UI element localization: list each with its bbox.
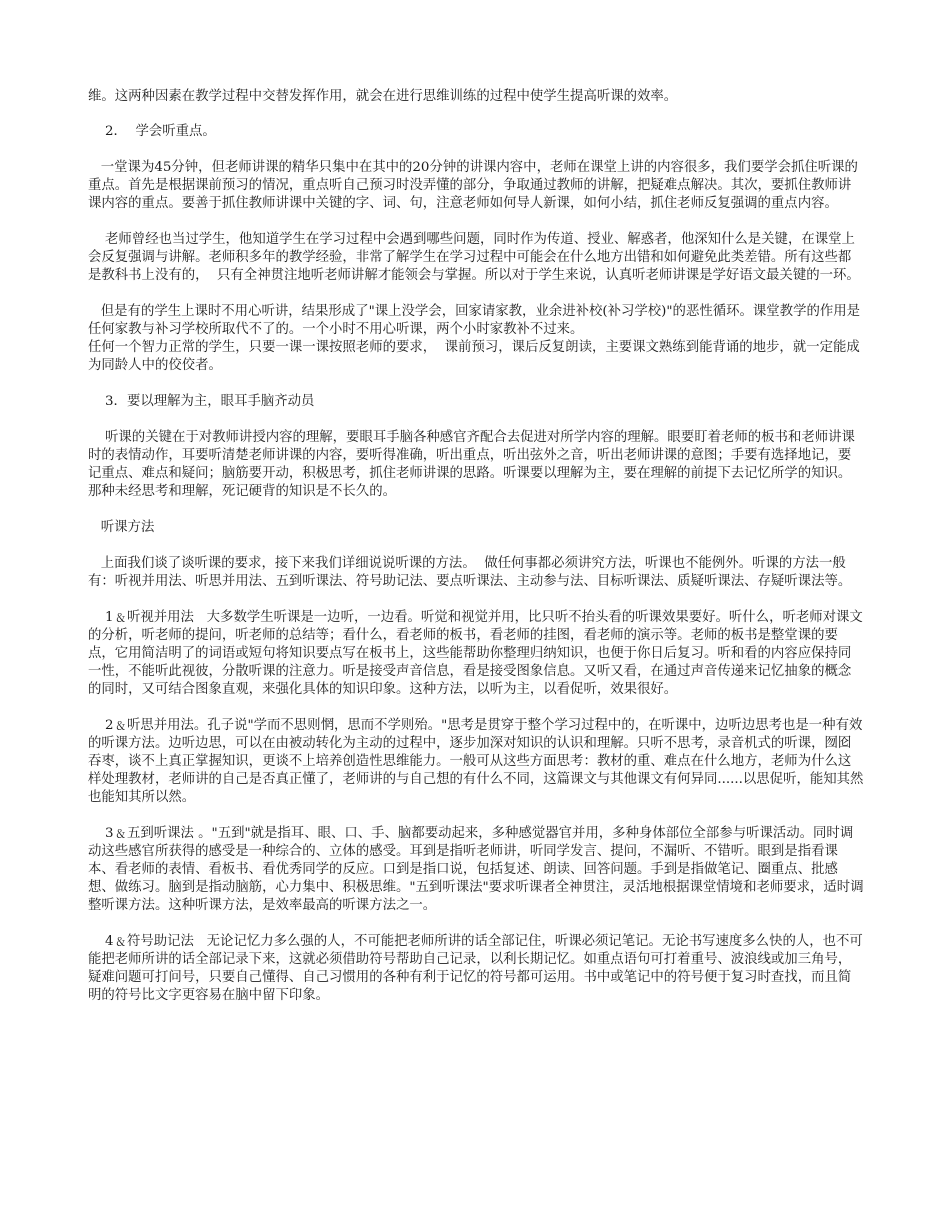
paragraph: 上面我们谈了谈听课的要求，接下来我们详细说说听课的方法。 做任何事都必须讲究方法，听课也不能例外。听课的方法一般有：听视并用法、听思并用法、五到听课法、符号助记法、要点听课法、主动参与法、目标听课法、质疑听课法、存疑听课法等。 — [88, 556, 852, 589]
paragraph: 维。这两种因素在教学过程中交替发挥作用，就会在进行思维训练的过程中使学生提高听课的效率。 — [88, 89, 678, 104]
paragraph: 老师曾经也当过学生，他知道学生在学习过程中会遇到哪些问题，同时作为传道、授业、解惑者，他深知什么是关键，在课堂上会反复强调与讲解。老师积多年的教学经验，非常了解学生在学习过程中可能会在什么地方出错和如何避免此类差错。所有这些都是教科书上没有的， 只有全神贯注地听老师讲解才能领会与掌握。所以对于学生来说，认真听老师讲课是学好语文最关键的一环。 — [88, 232, 860, 283]
paragraph-method-2: 2﹠听思并用法。孔子说"学而不思则惘，思而不学则殆。"思考是贯穿于整个学习过程中的，在听课中，边听边思考也是一种有效的听课方法。边听边思，可以在由被动转化为主动的过程中，逐步加深对知识的认识和理解。只听不思考，录音机式的听课，囫囵吞枣，谈不上真正掌握知识，更谈不上培养创造性思维能力。一般可从这些方面思考：教材的重、难点在什么地方，老师为什么这样处理教材，老师讲的自己是否真正懂了，老师讲的与自己想的有什么不同，这篇课文与其他课文有何异同......以思促听，能知其然也能知其所以然。 — [88, 718, 864, 805]
section-heading-3: 3．要以理解为主，眼耳手脑齐动员 — [88, 394, 315, 409]
section-heading-2: 2． 学会听重点。 — [88, 124, 216, 139]
paragraph-method-3: 3﹠五到听课法 。"五到"就是指耳、眼、口、手、脑都要动起来，多种感觉器官并用，多种身体部位全部参与听课活动。同时调动这些感官所获得的感受是一种综合的、立体的感受。耳到是指听老师讲，听同学发言、提问，不漏听、不错听。眼到是指看课本、看老师的表情、看板书、看优秀同学的反应。口到是指口说，包括复述、朗读、回答问题。手到是指做笔记、圈重点、批感想、做练习。脑到是指动脑筋，心力集中、积极思维。"五到听课法"要求听课者全神贯注，灵活地根据课堂情境和老师要求，适时调整听课方法。这种听课方法，是效率最高的听课方法之一。 — [88, 826, 864, 913]
paragraph: 任何一个智力正常的学生，只要一课一课按照老师的要求， 课前预习，课后反复朗读，主要课文熟练到能背诵的地步，就一定能成为同龄人中的佼佼者。 — [88, 340, 860, 373]
paragraph-method-4: 4﹠符号助记法 无论记忆力多么强的人，不可能把老师所讲的话全部记住，听课必须记笔记。无论书写速度多么快的人，也不可能把老师所讲的话全部记录下来，这就必须借助符号帮助自己记录，以利长期记忆。如重点语句可打着重号、波浪线或加三角号，疑难问题可打问号，只要自己懂得、自己习惯用的各种有利于记忆的符号都可运用。书中或笔记中的符号便于复习时查找，而且简明的符号比文字更容易在脑中留下印象。 — [88, 934, 863, 1003]
paragraph-method-1: 1﹠听视并用法 大多数学生听课是一边听，一边看。听觉和视觉并用，比只听不抬头看的听课效果要好。听什么，听老师对课文的分析，听老师的提问，听老师的总结等；看什么，看老师的板书，看老师的挂图，看老师的演示等。老师的板书是整堂课的要点，它用简洁明了的词语或短句将知识要点写在板书上，这些能帮助你整理归纳知识，也便于你日后复习。听和看的内容应保持同一性，不能听此视彼，分散听课的注意力。听是接受声音信息，看是接受图象信息。又听又看，在通过声音传递来记忆抽象的概念的同时，又可结合图象直观，来强化具体的知识印象。这种方法，以听为主，以看促听，效果很好。 — [88, 610, 863, 697]
paragraph: 听课的关键在于对教师讲授内容的理解，要眼耳手脑各种感官齐配合去促进对所学内容的理解。眼要盯着老师的板书和老师讲课时的表情动作，耳要听清楚老师讲课的内容，要听得准确，听出重点，听出弦外之音，听出老师讲课的意图；手要有选择地记，要记重点、难点和疑问；脑筋要开动，积极思考，抓住老师讲课的思路。听课要以理解为主，要在理解的前提下去记忆所学的知识。那种未经思考和理解，死记硬背的知识是不长久的。 — [88, 430, 855, 499]
paragraph: 一堂课为45分钟，但老师讲课的精华只集中在其中的20分钟的讲课内容中，老师在课堂上讲的内容很多，我们要学会抓住听课的重点。首先是根据课前预习的情况，重点听自己预习时没弄懂的部分，争取通过教师的讲解，把疑难点解决。其次，要抓住教师讲课内容的重点。要善于抓住教师讲课中关键的字、词、句，注意老师如何导人新课，如何小结，抓住老师反复强调的重点内容。 — [88, 160, 858, 211]
section-heading-methods: 听课方法 — [88, 520, 155, 535]
paragraph: 但是有的学生上课时不用心听讲，结果形成了"课上没学会，回家请家教，业余进补校(补习学校)"的恶性循环。课堂教学的作用是任何家教与补习学校所取代不了的。一个小时不用心听课，两个小时家教补不过来。 — [88, 304, 861, 337]
document-page — [88, 88, 864, 1005]
